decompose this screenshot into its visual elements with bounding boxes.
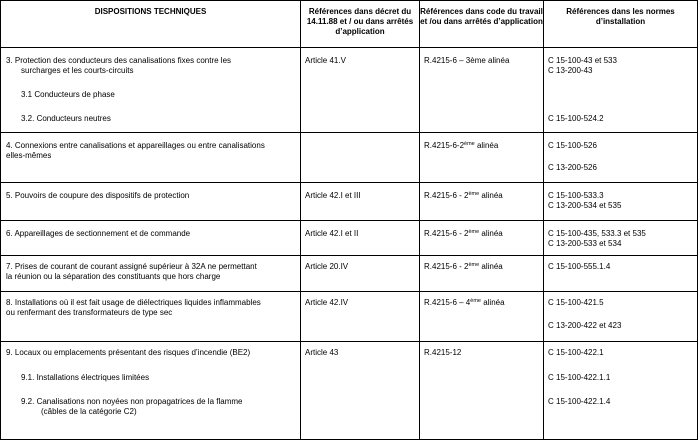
code-cell [420,183,544,221]
code-ref: R.4215-6 - 2ème alinéa [424,262,503,271]
decret-ref: Article 42.I et II [305,229,359,238]
desc-cell [1,48,301,133]
norm-ref: C 15-100-435, 533.3 et 535 [548,229,646,238]
decret-ref: Article 42.I et III [305,191,361,200]
header-normes: Références dans les normes d’installation [544,1,698,48]
desc-line: 5. Pouvoirs de coupure des dispositifs de protection [6,191,190,200]
desc-line: 4. Connexions entre canalisations et appareillages ou entre canalisations [6,141,265,150]
header-decret: Références dans décret du 14.11.88 et / ou dans arrêtés d’application [301,1,420,48]
code-ref: R.4215-6 - 2ème alinéa [424,229,503,238]
decret-cell [301,183,420,221]
decret-cell [301,342,420,440]
header-dispositions: DISPOSITIONS TECHNIQUES [1,1,301,48]
code-ref: R.4215-6 – 4ème alinéa [424,298,505,307]
sub-item: 3.2. Conducteurs neutres [21,114,111,123]
norm-ref: C 15-100-422.1.1 [548,373,611,382]
header-code-travail: Références dans code du travail et /ou dans arrêtés d’application [420,1,544,48]
norm-ref: C 13-200-533 et 534 [548,239,622,248]
desc-line: la réunion ou la séparation des constituants que hors charge [6,272,221,281]
desc-cell [1,133,301,183]
table-row [1,342,698,440]
code-cell [420,342,544,440]
decret-ref: Article 41.V [305,56,346,65]
norm-cell [544,133,698,183]
sub-item: 3.1 Conducteurs de phase [21,90,115,99]
norm-cell [544,48,698,133]
code-ref: R.4215-12 [424,348,462,357]
desc-cell [1,256,301,292]
code-cell [420,133,544,183]
norm-ref: C 15-100-555.1.4 [548,262,611,271]
decret-cell [301,48,420,133]
code-cell [420,292,544,342]
table-row [1,256,698,292]
table-row [1,221,698,256]
decret-cell [301,292,420,342]
norm-cell [544,256,698,292]
desc-cell [1,183,301,221]
norm-ref: C 15-100-422.1 [548,348,604,357]
table-row [1,48,698,133]
decret-cell [301,133,420,183]
sub-item: (câbles de la catégorie C2) [41,407,137,416]
decret-cell [301,256,420,292]
decret-ref: Article 20.IV [305,262,349,271]
desc-line: 3. Protection des conducteurs des canalisations fixes contre les [6,56,232,65]
norm-cell [544,292,698,342]
norm-cell [544,342,698,440]
desc-cell [1,292,301,342]
code-cell [420,48,544,133]
desc-line: 7. Prises de courant de courant assigné supérieur à 32A ne permettant [6,262,257,271]
norm-ref: C 15-100-422.1.4 [548,397,611,406]
sub-item: 9.1. Installations électriques limitées [21,373,150,382]
norm-ref: C 13-200-422 et 423 [548,321,622,330]
code-cell [420,256,544,292]
code-ref: R.4215-6 – 3ème alinéa [424,56,510,65]
norm-ref: C 15-100-421.5 [548,298,604,307]
norm-ref: C 15-100-43 et 533 [548,56,617,65]
norm-ref: C 13-200-534 et 535 [548,201,622,210]
code-ref: R.4215-6-2ème alinéa [424,141,499,150]
header-row [1,1,698,48]
desc-cell [1,342,301,440]
code-cell [420,221,544,256]
decret-cell [301,221,420,256]
desc-line: surcharges et les courts-circuits [21,66,134,75]
desc-line: elles-mêmes [6,151,52,160]
decret-ref: Article 43 [305,348,339,357]
desc-line: ou renfermant des transformateurs de type sec [6,308,173,317]
norm-ref: C 15-100-526 [548,141,597,150]
desc-line: 9. Locaux ou emplacements présentant des risques d’incendie (BE2) [6,348,251,357]
desc-line: 6. Appareillages de sectionnement et de commande [6,229,191,238]
norm-cell [544,183,698,221]
code-ref: R.4215-6 - 2ème alinéa [424,191,503,200]
norm-ref: C 15-100-524.2 [548,114,604,123]
norm-cell [544,221,698,256]
desc-line: 8. Installations où il est fait usage de diélectriques liquides inflammables [6,298,261,307]
table-row [1,133,698,183]
table-row [1,292,698,342]
decret-ref: Article 42.IV [305,298,349,307]
norm-ref: C 13-200-526 [548,163,597,172]
norm-ref: C 15-100-533.3 [548,191,604,200]
sub-item: 9.2. Canalisations non noyées non propagatrices de la flamme [21,397,243,406]
table-row [1,183,698,221]
norm-ref: C 13-200-43 [548,66,593,75]
desc-cell [1,221,301,256]
